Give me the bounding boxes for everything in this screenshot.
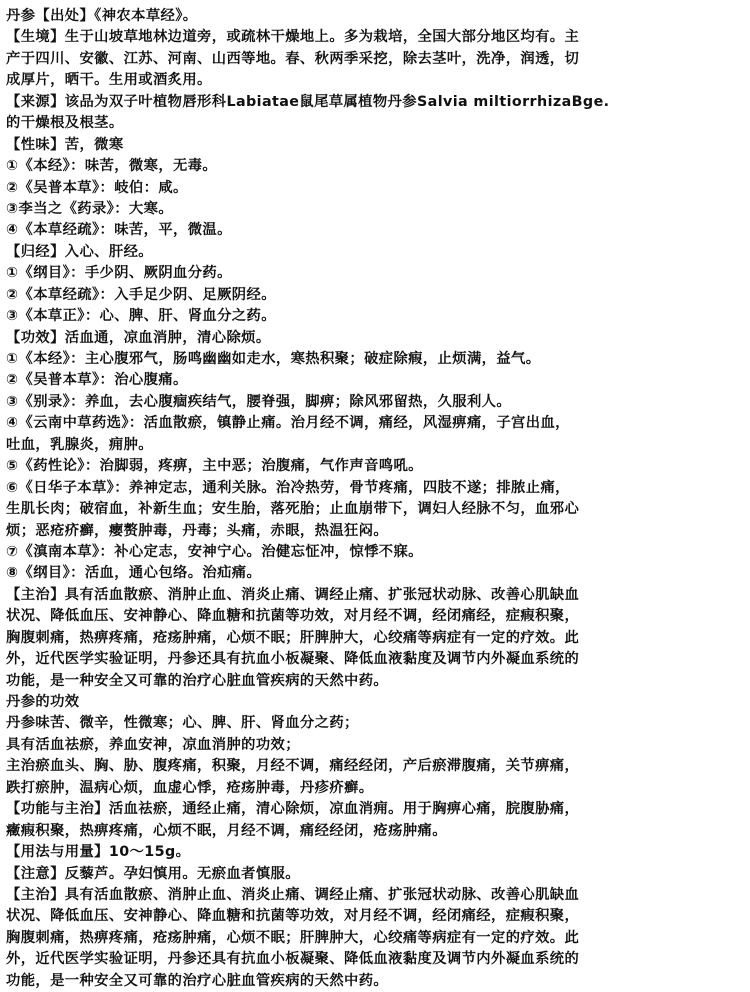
text-line: 外，近代医学实验证明，丹参还具有抗血小板凝聚、降低血液黏度及调节内外凝血系统的 xyxy=(6,951,580,968)
text-line: 【性味】苦，微寒 xyxy=(6,136,124,153)
text-line: 主治瘀血头、胸、胁、腹疼痛，积聚，月经不调，痛经经闭，产后瘀滞腹痛，关节痹痛， xyxy=(6,758,580,775)
text-line: 胸腹刺痛，热痹疼痛，疮疡肿痛，心烦不眠；肝脾肿大，心绞痛等病症有一定的疗效。此 xyxy=(6,629,580,646)
text-line: ⑦《滇南本草》：补心定志，安神宁心。治健忘怔冲，惊悸不寐。 xyxy=(6,543,423,560)
text-line: 【来源】该品为双子叶植物唇形科Labiatae鼠尾草属植物丹参Salvia miltiorrhizaBge. xyxy=(6,93,610,110)
text-line: 【归经】入心、肝经。 xyxy=(6,243,153,260)
text-line: ①《本经》：味苦，微寒，无毒。 xyxy=(6,158,218,175)
section-heading: 丹参的功效 xyxy=(6,694,80,710)
text-line: 状况、降低血压、安神静心、降血糖和抗菌等功效，对月经不调，经闭痛经，症瘕积聚， xyxy=(6,908,580,925)
text-line: ⑤《药性论》：治脚弱，疼痹，主中恶；治腹痛，气作声音鸣吼。 xyxy=(6,458,423,475)
text-line: 的干燥根及根茎。 xyxy=(6,115,124,132)
text-line: 【用法与用量】10～15g。 xyxy=(6,844,191,861)
text-line: ③《本草正》：心、脾、肝、肾血分之药。 xyxy=(6,308,276,325)
text-line: 【主治】具有活血散瘀、消肿止血、消炎止痛、调经止痛、扩张冠状动脉、改善心肌缺血 xyxy=(6,886,580,903)
text-line: 胸腹刺痛，热痹疼痛，疮疡肿痛，心烦不眠；肝脾肿大，心绞痛等病症有一定的疗效。此 xyxy=(6,929,580,946)
text-line: 烦；恶疮疥癣，瘿赘肿毒，丹毒；头痛，赤眼，热温狂闷。 xyxy=(6,522,389,539)
text-line: 丹参味苦、微辛，性微寒；心、脾、肝、肾血分之药； xyxy=(6,715,359,732)
text-line: 【功能与主治】活血祛瘀，通经止痛，清心除烦，凉血消痈。用于胸痹心痛，脘腹胁痛， xyxy=(6,801,580,818)
text-line: ③《别录》：养血，去心腹痼疾结气，腰脊强，脚痹；除风邪留热，久服利人。 xyxy=(6,393,512,410)
text-line: ⑧《纲目》：活血，通心包络。治疝痛。 xyxy=(6,565,262,582)
text-line: 【功效】活血通，凉血消肿，清心除烦。 xyxy=(6,329,271,346)
text-line: 癥瘕积聚，热痹疼痛，心烦不眠，月经不调，痛经经闭，疮疡肿痛。 xyxy=(6,822,447,839)
text-line: ②《本草经疏》：入手足少阴、足厥阴经。 xyxy=(6,286,276,303)
text-line: ①《纲目》：手少阴、厥阴血分药。 xyxy=(6,265,232,282)
text-line: 【生境】生于山坡草地林边道旁，或疏林干燥地上。多为栽培，全国大部分地区均有。主 xyxy=(6,29,580,46)
text-line: ②《吴普本草》：治心腹痛。 xyxy=(6,372,188,389)
text-line: 【注意】反藜芦。孕妇慎用。无瘀血者慎服。 xyxy=(6,865,300,882)
text-line: 状况、降低血压、安神静心、降血糖和抗菌等功效，对月经不调，经闭痛经，症瘕积聚， xyxy=(6,608,580,625)
text-line: ④《本草经疏》：味苦，平，微温。 xyxy=(6,222,232,239)
text-line: ②《吴普本草》：岐伯：咸。 xyxy=(6,179,188,196)
text-line: 外，近代医学实验证明，丹参还具有抗血小板凝聚、降低血液黏度及调节内外凝血系统的 xyxy=(6,651,580,668)
text-line: 【主治】具有活血散瘀、消肿止血、消炎止痛、调经止痛、扩张冠状动脉、改善心肌缺血 xyxy=(6,586,580,603)
text-line: 功能，是一种安全又可靠的治疗心脏血管疾病的天然中药。 xyxy=(6,972,389,989)
text-line: 生肌长肉；破宿血，补新生血；安生胎，落死胎；止血崩带下，调妇人经脉不匀，血邪心 xyxy=(6,501,580,518)
text-line: 吐血，乳腺炎，痈肿。 xyxy=(6,436,153,453)
text-line: ③李当之《药录》：大寒。 xyxy=(6,200,174,217)
text-line: 成厚片，晒干。生用或酒炙用。 xyxy=(6,72,212,89)
text-line: 丹参【出处】《神农本草经》。 xyxy=(6,8,198,24)
text-line: 跌打瘀肿，温病心烦，血虚心悸，疮疡肿毒，丹疹疥癣。 xyxy=(6,779,374,796)
text-line: ④《云南中草药选》：活血散瘀，镇静止痛。治月经不调，痛经，风湿痹痛，子宫出血， xyxy=(6,415,570,432)
text-line: 具有活血祛瘀，养血安神，凉血消肿的功效； xyxy=(6,736,300,753)
text-line: 功能，是一种安全又可靠的治疗心脏血管疾病的天然中药。 xyxy=(6,672,389,689)
text-line: 产于四川、安徽、江苏、河南、山西等地。春、秋两季采挖，除去茎叶，洗净，润透，切 xyxy=(6,50,580,67)
text-line: ⑥《日华子本草》：养神定志，通利关脉。治冷热劳，骨节疼痛，四肢不遂；排脓止痛， xyxy=(6,479,570,496)
text-line: ①《本经》：主心腹邪气，肠鸣幽幽如走水，寒热积聚；破症除瘕，止烦满，益气。 xyxy=(6,351,541,367)
